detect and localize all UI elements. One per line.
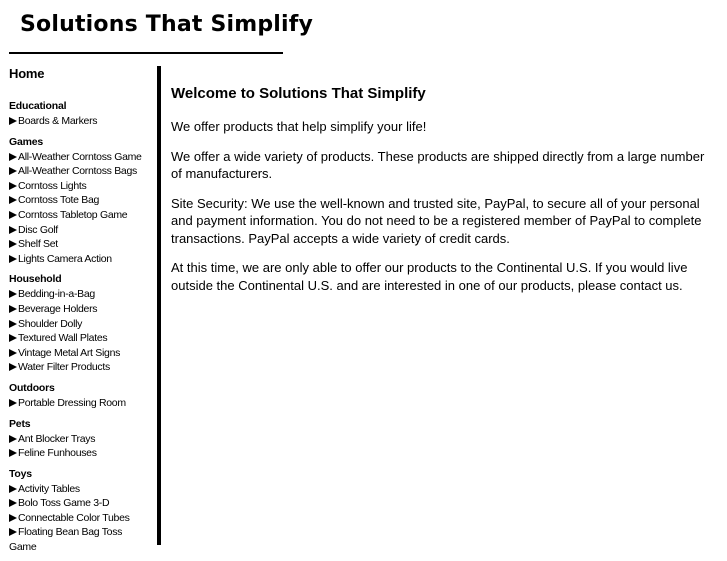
triangle-right-icon bbox=[9, 153, 17, 161]
category-games bbox=[9, 135, 157, 267]
triangle-right-icon bbox=[9, 167, 17, 175]
shipping-paragraph: At this time, we are only able to offer our products to the Continental U.S. If you would live outside the Continental U.S. and are interested in one of our products, please contact us. bbox=[171, 260, 688, 293]
site-title: Solutions That Simplify bbox=[20, 12, 314, 37]
triangle-right-icon bbox=[9, 435, 17, 443]
triangle-right-icon bbox=[9, 226, 17, 234]
page-heading: Welcome to Solutions That Simplify bbox=[171, 85, 426, 102]
home-link[interactable]: Home bbox=[9, 66, 45, 81]
category-heading: Educational bbox=[9, 100, 67, 112]
nav-item[interactable]: Textured Wall Plates bbox=[9, 331, 157, 346]
nav-item-continued[interactable]: Game bbox=[9, 541, 37, 554]
nav-item[interactable]: Shoulder Dolly bbox=[9, 317, 157, 332]
nav-item[interactable]: Ant Blocker Trays bbox=[9, 432, 157, 447]
nav-item[interactable]: Vintage Metal Art Signs bbox=[9, 346, 157, 361]
nav-item[interactable]: Lights Camera Action bbox=[9, 252, 157, 267]
category-heading: Games bbox=[9, 135, 44, 148]
triangle-right-icon bbox=[9, 196, 17, 204]
triangle-right-icon bbox=[9, 211, 17, 219]
category-outdoors bbox=[9, 381, 157, 411]
nav-item[interactable]: Beverage Holders bbox=[9, 302, 157, 317]
category-heading: Pets bbox=[9, 417, 31, 430]
triangle-right-icon bbox=[9, 349, 17, 357]
nav-item[interactable]: Portable Dressing Room bbox=[9, 396, 157, 411]
triangle-right-icon bbox=[9, 514, 17, 522]
nav-item[interactable]: Feline Funhouses bbox=[9, 446, 157, 461]
triangle-right-icon bbox=[9, 334, 17, 342]
triangle-right-icon bbox=[9, 290, 17, 298]
triangle-right-icon bbox=[9, 320, 17, 328]
category-toys bbox=[9, 467, 157, 555]
nav-item[interactable]: Activity Tables bbox=[9, 482, 157, 497]
nav-item[interactable]: Disc Golf bbox=[9, 223, 157, 238]
triangle-right-icon bbox=[9, 240, 17, 248]
triangle-right-icon bbox=[9, 485, 17, 493]
category-heading: Outdoors bbox=[9, 381, 55, 394]
nav-item[interactable]: Corntoss Tote Bag bbox=[9, 193, 157, 208]
nav-item[interactable]: Shelf Set bbox=[9, 237, 157, 252]
nav-item[interactable]: Floating Bean Bag Toss bbox=[9, 525, 157, 540]
main-content bbox=[171, 84, 716, 306]
triangle-right-icon bbox=[9, 182, 17, 190]
sidebar-nav bbox=[9, 64, 157, 561]
triangle-right-icon bbox=[9, 305, 17, 313]
category-pets bbox=[9, 417, 157, 461]
triangle-right-icon bbox=[9, 117, 17, 125]
vertical-divider bbox=[157, 66, 161, 545]
category-heading: Household bbox=[9, 273, 62, 286]
category-heading: Toys bbox=[9, 467, 32, 480]
category-household bbox=[9, 272, 157, 375]
triangle-right-icon bbox=[9, 499, 17, 507]
products-paragraph: We offer a wide variety of products. These products are shipped directly from a large number of manufacturers. bbox=[171, 148, 705, 181]
nav-item[interactable]: All-Weather Corntoss Game bbox=[9, 150, 157, 165]
category-educational bbox=[9, 99, 157, 129]
nav-item[interactable]: All-Weather Corntoss Bags bbox=[9, 164, 157, 179]
triangle-right-icon bbox=[9, 399, 17, 407]
security-paragraph: Site Security: We use the well-known and trusted site, PayPal, to secure all of your personal and payment information. You do not need to be a registered member of PayPal to complete transactions. PayPal accepts a wide variety of credit cards. bbox=[171, 195, 702, 246]
triangle-right-icon bbox=[9, 528, 17, 536]
nav-item[interactable]: Corntoss Tabletop Game bbox=[9, 208, 157, 223]
nav-item[interactable]: Bolo Toss Game 3-D bbox=[9, 496, 157, 511]
nav-item[interactable]: Connectable Color Tubes bbox=[9, 511, 157, 526]
nav-item[interactable]: Corntoss Lights bbox=[9, 179, 157, 194]
nav-item[interactable]: Water Filter Products bbox=[9, 360, 157, 375]
intro-paragraph: We offer products that help simplify your life! bbox=[171, 119, 427, 134]
nav-item[interactable]: Bedding-in-a-Bag bbox=[9, 287, 157, 302]
title-rule bbox=[9, 52, 283, 54]
nav-item[interactable]: Boards & Markers bbox=[9, 114, 157, 129]
triangle-right-icon bbox=[9, 449, 17, 457]
triangle-right-icon bbox=[9, 363, 17, 371]
triangle-right-icon bbox=[9, 255, 17, 263]
